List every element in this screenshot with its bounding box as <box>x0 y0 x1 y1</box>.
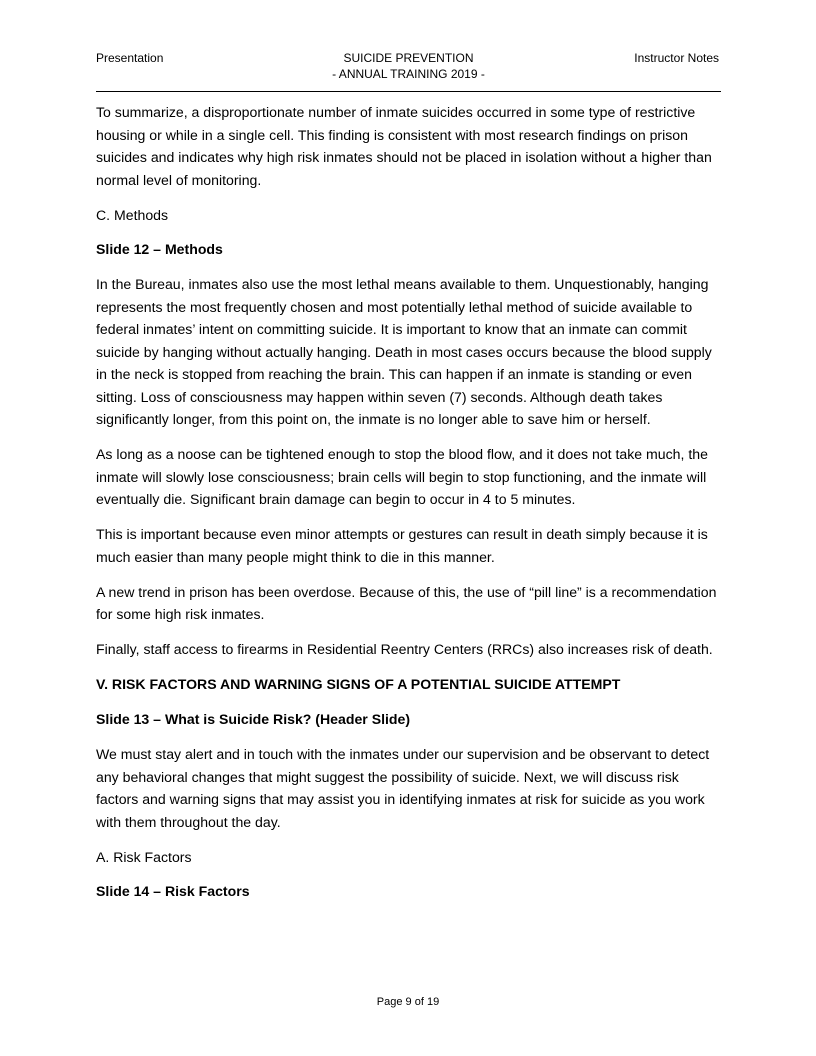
slide-13-heading: Slide 13 – What is Suicide Risk? (Header Slide) <box>96 711 411 727</box>
summary-paragraph: To summarize, a disproportionate number of inmate suicides occurred in some type of restrictive housing or while in a single cell. This finding is consistent with most research findings on prison suicides and indicates why high risk inmates should not be placed in isolation without a higher than normal level of monitoring. <box>96 104 712 188</box>
page-number: Page 9 of 19 <box>376 996 440 1008</box>
noose-paragraph: As long as a noose can be tightened enough to stop the blood flow, and it does not take much, the inmate will slowly lose consciousness; brain cells will begin to stop functioning, and the inmate will eventually die. Significant brain damage can begin to occur in 4 to 5 minutes. <box>96 446 708 507</box>
document-body <box>96 101 722 915</box>
stay-alert-paragraph: We must stay alert and in touch with the inmates under our supervision and be observant to detect any behavioral changes that might suggest the possibility of suicide. Next, we will discuss risk factors and warning signs that may assist you in identifying inmates at risk for suicide as you work with them throughout the day. <box>96 746 710 830</box>
header-title-line-1: SUICIDE PREVENTION <box>343 51 474 65</box>
section-c-heading: C. Methods <box>96 206 169 223</box>
header-right-label: Instructor Notes <box>634 51 719 65</box>
header-title <box>96 50 721 82</box>
section-v-heading: V. RISK FACTORS AND WARNING SIGNS OF A POTENTIAL SUICIDE ATTEMPT <box>96 676 621 692</box>
attempts-paragraph: This is important because even minor attempts or gestures can result in death simply because it is much easier than many people might think to die in this manner. <box>96 526 708 565</box>
header-left-label: Presentation <box>96 51 164 65</box>
page-header <box>96 49 721 92</box>
header-title-line-2: - ANNUAL TRAINING 2019 - <box>332 67 485 81</box>
methods-paragraph: In the Bureau, inmates also use the most lethal means available to them. Unquestionably, hanging represents the most frequently chosen and most potentially lethal method of suicide available to federal inmates’ intent on committing suicide. It is important to know that an inmate can commit suicide by hanging without actually hanging. Death in most cases occurs because the blood supply in the neck is stopped from reaching the brain. This can happen if an inmate is standing or even sitting. Loss of consciousness may happen within seven (7) seconds. Although death takes significantly longer, from this point on, the inmate is no longer able to save him or herself. <box>96 276 712 427</box>
overdose-paragraph: A new trend in prison has been overdose. Because of this, the use of “pill line” is a recommendation for some high risk inmates. <box>96 583 717 622</box>
slide-14-heading: Slide 14 – Risk Factors <box>96 883 250 899</box>
section-a-heading: A. Risk Factors <box>96 848 192 865</box>
slide-12-heading: Slide 12 – Methods <box>96 241 223 257</box>
firearms-paragraph: Finally, staff access to firearms in Residential Reentry Centers (RRCs) also increases risk of death. <box>96 641 713 657</box>
